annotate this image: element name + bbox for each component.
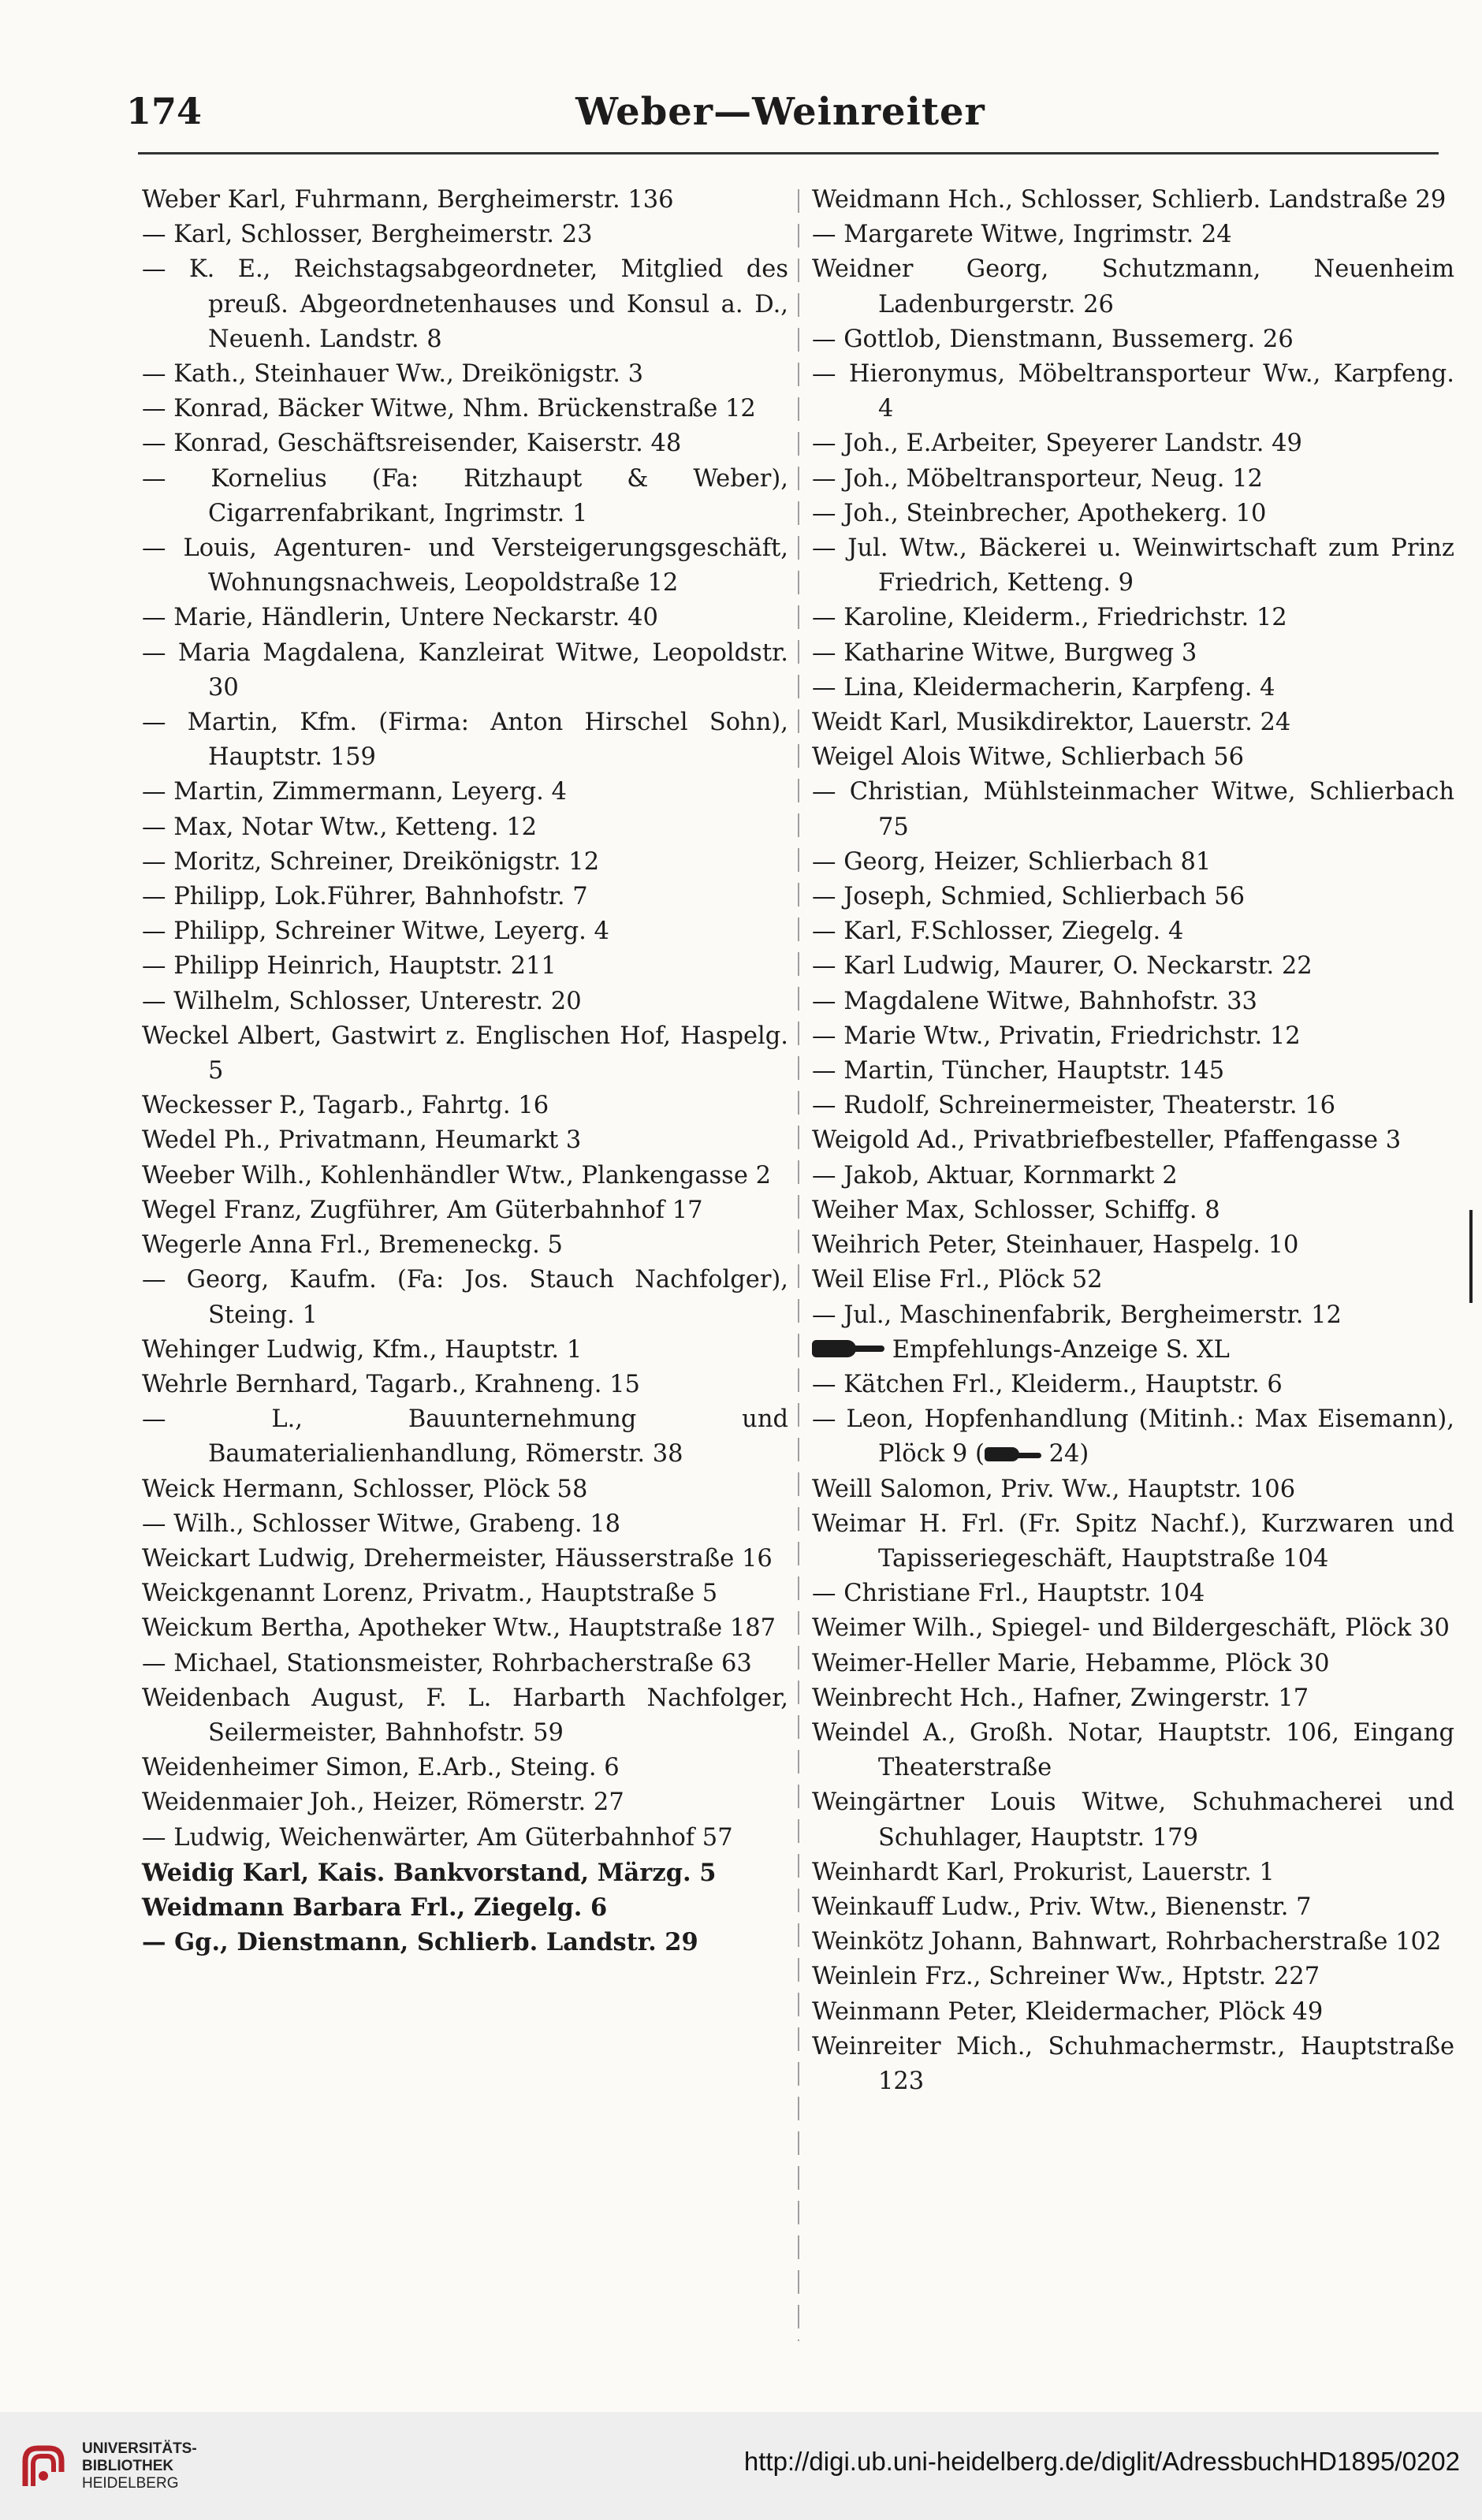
directory-entry: Weickgenannt Lorenz, Privatm., Hauptstraße 5: [142, 1580, 718, 1608]
directory-entry: — Martin, Zimmermann, Leyerg. 4: [142, 778, 567, 806]
directory-entry: Weimer-Heller Marie, Hebamme, Plöck 30: [812, 1649, 1330, 1677]
directory-entry: — Max, Notar Wtw., Ketteng. 12: [142, 813, 538, 841]
directory-entry: — Margarete Witwe, Ingrimstr. 24: [812, 221, 1232, 249]
directory-entry: — Karl Ludwig, Maurer, O. Neckarstr. 22: [812, 952, 1313, 981]
directory-entry: Weimar H. Frl. (Fr. Spitz Nachf.), Kurzwaren und Tapisseriegeschäft, Hauptstraße 104: [812, 1509, 1454, 1573]
directory-entry: Weinlein Frz., Schreiner Ww., Hptstr. 227: [812, 1963, 1320, 1991]
directory-entry: — K. E., Reichstagsabgeordneter, Mitglied des preuß. Abgeordnetenhauses und Konsul a. D., Neuenh. Landstr. 8: [142, 255, 788, 353]
directory-entry: — Georg, Kaufm. (Fa: Jos. Stauch Nachfolger), Steing. 1: [142, 1266, 788, 1329]
library-name: [82, 2440, 197, 2492]
directory-entry: Weinbrecht Hch., Hafner, Zwingerstr. 17: [812, 1684, 1309, 1712]
directory-entry: Weickum Bertha, Apotheker Wtw., Hauptstraße 187: [142, 1614, 776, 1643]
directory-entry: — Ludwig, Weichenwärter, Am Güterbahnhof 57: [142, 1823, 733, 1852]
directory-entry: — Joh., Möbeltransporteur, Neug. 12: [812, 464, 1263, 493]
running-head: Weber—Weinreiter: [575, 90, 985, 134]
directory-entry: — Hieronymus, Möbeltransporteur Ww., Karpfeng. 4: [812, 360, 1454, 423]
directory-entry: — Georg, Heizer, Schlierbach 81: [812, 847, 1212, 876]
directory-entry: — Rudolf, Schreinermeister, Theaterstr. 16: [812, 1092, 1336, 1120]
directory-entry: [812, 1402, 1454, 1472]
directory-entry: — Jakob, Aktuar, Kornmarkt 2: [812, 1161, 1178, 1189]
directory-entry: — Christiane Frl., Hauptstr. 104: [812, 1580, 1205, 1608]
directory-entry: — Konrad, Geschäftsreisender, Kaiserstr. 48: [142, 430, 682, 458]
directory-entry: Weidt Karl, Musikdirektor, Lauerstr. 24: [812, 709, 1291, 737]
directory-entry: — Michael, Stationsmeister, Rohrbacherstraße 63: [142, 1649, 752, 1677]
directory-entry: — Philipp Heinrich, Hauptstr. 211: [142, 952, 557, 981]
directory-entry: Weill Salomon, Priv. Ww., Hauptstr. 106: [812, 1475, 1296, 1503]
directory-entry: Weckel Albert, Gastwirt z. Englischen Hof, Haspelg. 5: [142, 1022, 788, 1085]
directory-entry: — Marie, Händlerin, Untere Neckarstr. 40: [142, 604, 658, 632]
library-name-line: HEIDELBERG: [82, 2475, 179, 2492]
directory-entry: — Katharine Witwe, Burgweg 3: [812, 638, 1197, 667]
directory-entry: Weidenheimer Simon, E.Arb., Steing. 6: [142, 1754, 620, 1782]
directory-entry: Weil Elise Frl., Plöck 52: [812, 1266, 1103, 1294]
directory-entry: Weingärtner Louis Witwe, Schuhmacherei und Schuhlager, Hauptstr. 179: [812, 1789, 1454, 1852]
left-column: [142, 183, 788, 1960]
directory-entry: — Christian, Mühlsteinmacher Witwe, Schlierbach 75: [812, 778, 1454, 841]
library-name-line: UNIVERSITÄTS-: [82, 2440, 197, 2457]
directory-entry: — Karl, F.Schlosser, Ziegelg. 4: [812, 918, 1184, 946]
directory-entry: Weidig Karl, Kais. Bankvorstand, Märzg. 5: [142, 1858, 717, 1887]
advert-reference-text: Empfehlungs-Anzeige S. XL: [892, 1335, 1230, 1364]
directory-entry: — Maria Magdalena, Kanzleirat Witwe, Leopoldstr. 30: [142, 638, 788, 702]
directory-entry: Weiher Max, Schlosser, Schiffg. 8: [812, 1196, 1220, 1224]
directory-entry: Wegerle Anna Frl., Bremeneckg. 5: [142, 1231, 563, 1260]
directory-entry: — Kornelius (Fa: Ritzhaupt & Weber), Cigarrenfabrikant, Ingrimstr. 1: [142, 464, 788, 527]
directory-entry: — Lina, Kleidermacherin, Karpfeng. 4: [812, 673, 1275, 702]
directory-entry: — Joh., E.Arbeiter, Speyerer Landstr. 49: [812, 430, 1302, 458]
right-column: [812, 183, 1454, 2099]
directory-entry: — Gg., Dienstmann, Schlierb. Landstr. 29: [142, 1928, 698, 1957]
directory-entry: — Marie Wtw., Privatin, Friedrichstr. 12: [812, 1022, 1301, 1050]
directory-entry: Wehrle Bernhard, Tagarb., Krahneng. 15: [142, 1370, 640, 1398]
directory-entry: Wegel Franz, Zugführer, Am Güterbahnhof 17: [142, 1196, 703, 1224]
directory-entry: Weidenmaier Joh., Heizer, Römerstr. 27: [142, 1789, 624, 1817]
entry-text: 24): [1041, 1440, 1089, 1468]
directory-entry: Weeber Wilh., Kohlenhändler Wtw., Plankengasse 2: [142, 1161, 771, 1189]
directory-entry: — Joseph, Schmied, Schlierbach 56: [812, 883, 1245, 911]
directory-entry: Weber Karl, Fuhrmann, Bergheimerstr. 136: [142, 186, 674, 214]
directory-entry: — Martin, Tüncher, Hauptstr. 145: [812, 1057, 1225, 1085]
directory-entry: Weinkötz Johann, Bahnwart, Rohrbacherstraße 102: [812, 1928, 1442, 1956]
directory-entry: — Magdalene Witwe, Bahnhofstr. 33: [812, 987, 1257, 1015]
directory-entry: — Karoline, Kleiderm., Friedrichstr. 12: [812, 604, 1287, 632]
directory-entry: — Martin, Kfm. (Firma: Anton Hirschel Sohn), Hauptstr. 159: [142, 709, 788, 772]
directory-entry: Weickart Ludwig, Drehermeister, Häusserstraße 16: [142, 1544, 773, 1573]
directory-entry: Weick Hermann, Schlosser, Plöck 58: [142, 1475, 588, 1503]
directory-entry: — L., Bauunternehmung und Baumaterialienhandlung, Römerstr. 38: [142, 1405, 788, 1468]
directory-entry: — Gottlob, Dienstmann, Bussemerg. 26: [812, 325, 1294, 353]
directory-entry: — Louis, Agenturen- und Versteigerungsgeschäft, Wohnungsnachweis, Leopoldstraße 12: [142, 534, 788, 597]
library-footer: [0, 2412, 1482, 2520]
advert-reference: [812, 1333, 1454, 1368]
directory-entry: — Joh., Steinbrecher, Apothekerg. 10: [812, 499, 1267, 527]
directory-entry: Weinmann Peter, Kleidermacher, Plöck 49: [812, 1997, 1324, 2026]
library-name-line: BIBLIOTHEK: [82, 2458, 174, 2474]
directory-entry: — Karl, Schlosser, Bergheimerstr. 23: [142, 221, 593, 249]
column-divider: [798, 189, 799, 2341]
directory-entry: — Wilh., Schlosser Witwe, Grabeng. 18: [142, 1509, 621, 1538]
directory-entry: — Philipp, Lok.Führer, Bahnhofstr. 7: [142, 883, 588, 911]
library-logo-icon: [17, 2440, 69, 2492]
directory-entry: Weidmann Hch., Schlosser, Schlierb. Landstraße 29: [812, 186, 1447, 214]
directory-entry: Wehinger Ludwig, Kfm., Hauptstr. 1: [142, 1335, 583, 1364]
directory-entry: Weidmann Barbara Frl., Ziegelg. 6: [142, 1893, 608, 1922]
page-header: [126, 85, 1435, 140]
directory-entry: Weckesser P., Tagarb., Fahrtg. 16: [142, 1092, 549, 1120]
directory-entry: Weinkauff Ludw., Priv. Wtw., Bienenstr. 7: [812, 1893, 1312, 1921]
directory-entry: Wedel Ph., Privatmann, Heumarkt 3: [142, 1126, 582, 1155]
page-number: 174: [126, 90, 203, 132]
directory-entry: Weidner Georg, Schutzmann, Neuenheim Ladenburgerstr. 26: [812, 255, 1454, 318]
directory-entry: — Kath., Steinhauer Ww., Dreikönigstr. 3: [142, 360, 644, 389]
directory-entry: Weihrich Peter, Steinhauer, Haspelg. 10: [812, 1231, 1299, 1260]
entry-text: — Leon, Hopfenhandlung (Mitinh.: Max Eisemann), Plöck 9 (: [812, 1405, 1454, 1468]
directory-entry: Weinhardt Karl, Prokurist, Lauerstr. 1: [812, 1858, 1275, 1886]
margin-mark: [1469, 1210, 1473, 1303]
directory-entry: Weigold Ad., Privatbriefbesteller, Pfaffengasse 3: [812, 1126, 1402, 1155]
directory-entry: Weinreiter Mich., Schuhmachermstr., Hauptstraße 123: [812, 2032, 1454, 2095]
directory-entry: — Philipp, Schreiner Witwe, Leyerg. 4: [142, 918, 609, 946]
header-rule: [138, 152, 1439, 154]
directory-entry: — Jul. Wtw., Bäckerei u. Weinwirtschaft zum Prinz Friedrich, Ketteng. 9: [812, 534, 1454, 597]
directory-entry: Weidenbach August, F. L. Harbarth Nachfolger, Seilermeister, Bahnhofstr. 59: [142, 1684, 788, 1747]
directory-entry: — Jul., Maschinenfabrik, Bergheimerstr. 12: [812, 1301, 1342, 1329]
pointing-hand-icon: [985, 1444, 1041, 1465]
directory-entry: — Konrad, Bäcker Witwe, Nhm. Brückenstraße 12: [142, 395, 756, 423]
pointing-hand-icon: [812, 1337, 884, 1361]
directory-entry: — Moritz, Schreiner, Dreikönigstr. 12: [142, 847, 600, 876]
directory-entry: — Kätchen Frl., Kleiderm., Hauptstr. 6: [812, 1370, 1283, 1398]
directory-entry: Weigel Alois Witwe, Schlierbach 56: [812, 743, 1245, 772]
directory-entry: Weindel A., Großh. Notar, Hauptstr. 106, Eingang Theaterstraße: [812, 1718, 1454, 1782]
directory-entry: — Wilhelm, Schlosser, Unterestr. 20: [142, 987, 582, 1015]
source-url-link[interactable]: http://digi.ub.uni-heidelberg.de/diglit/AdressbuchHD1895/0202: [743, 2447, 1460, 2476]
directory-entry: Weimer Wilh., Spiegel- und Bildergeschäft, Plöck 30: [812, 1614, 1450, 1643]
